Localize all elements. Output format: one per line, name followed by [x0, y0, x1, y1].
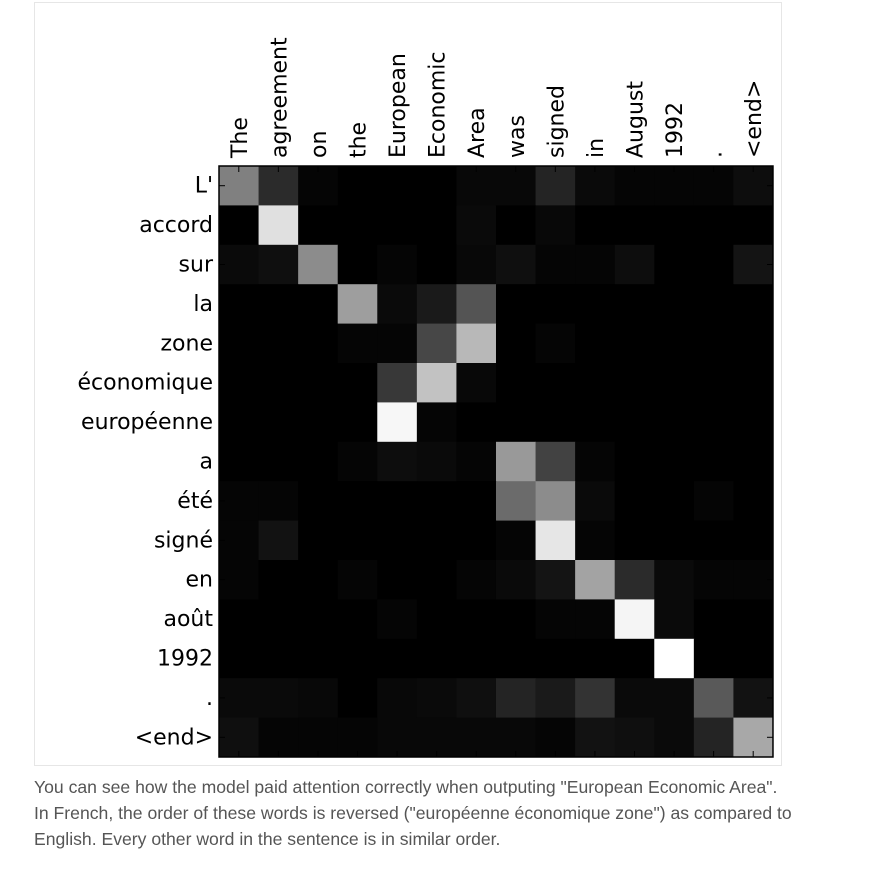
heatmap-cell — [496, 639, 536, 679]
x-tick-label: European — [386, 53, 412, 158]
figure-frame — [34, 2, 782, 766]
heatmap-cell — [536, 205, 576, 245]
heatmap-cell — [338, 245, 378, 285]
heatmap-cell — [377, 245, 417, 285]
heatmap-cell — [615, 521, 655, 561]
heatmap-cell — [259, 442, 299, 482]
heatmap-cell — [338, 363, 378, 403]
y-tick-label: accord — [139, 213, 213, 239]
heatmap-cell — [338, 678, 378, 718]
heatmap-cell — [259, 521, 299, 561]
heatmap-cell — [417, 678, 457, 718]
heatmap-cell — [417, 521, 457, 561]
heatmap-cell — [694, 560, 734, 600]
heatmap-cell — [615, 599, 655, 639]
heatmap-cell — [298, 521, 338, 561]
heatmap-cell — [615, 481, 655, 521]
heatmap-cell — [615, 363, 655, 403]
heatmap-cell — [615, 205, 655, 245]
heatmap-cell — [456, 678, 496, 718]
heatmap-cell — [654, 284, 694, 324]
heatmap-cell — [259, 324, 299, 364]
heatmap-cell — [417, 442, 457, 482]
heatmap-cell — [654, 324, 694, 364]
heatmap-cell — [496, 560, 536, 600]
heatmap-cell — [654, 363, 694, 403]
heatmap-cell — [338, 402, 378, 442]
heatmap-cell — [536, 678, 576, 718]
heatmap-cell — [536, 639, 576, 679]
heatmap-cell — [377, 560, 417, 600]
heatmap-cell — [298, 245, 338, 285]
heatmap-cell — [417, 284, 457, 324]
heatmap-cell — [377, 324, 417, 364]
heatmap-cell — [615, 284, 655, 324]
heatmap-cell — [259, 245, 299, 285]
x-tick-label: signed — [544, 85, 570, 158]
heatmap-cell — [259, 481, 299, 521]
heatmap-cell — [575, 560, 615, 600]
heatmap-cell — [259, 560, 299, 600]
heatmap-cell — [417, 481, 457, 521]
heatmap-cell — [694, 639, 734, 679]
heatmap-cell — [654, 521, 694, 561]
heatmap-cell — [654, 560, 694, 600]
heatmap-cell — [694, 521, 734, 561]
y-tick-label: zone — [160, 331, 213, 357]
heatmap-cell — [338, 324, 378, 364]
heatmap-cell — [496, 324, 536, 364]
heatmap-cell — [338, 599, 378, 639]
x-tick-label: August — [623, 81, 649, 158]
heatmap-cell — [654, 678, 694, 718]
heatmap-cell — [259, 284, 299, 324]
heatmap-cell — [338, 639, 378, 679]
heatmap-cell — [575, 245, 615, 285]
heatmap-cell — [694, 442, 734, 482]
heatmap-cell — [536, 442, 576, 482]
heatmap-cell — [298, 678, 338, 718]
heatmap-cell — [377, 284, 417, 324]
heatmap-cell — [575, 599, 615, 639]
heatmap-cell — [259, 639, 299, 679]
heatmap-cell — [536, 245, 576, 285]
y-tick-label: . — [206, 685, 213, 711]
heatmap-cell — [496, 599, 536, 639]
heatmap-cell — [338, 560, 378, 600]
heatmap-cell — [338, 205, 378, 245]
heatmap-cell — [298, 560, 338, 600]
heatmap-cell — [536, 363, 576, 403]
heatmap-cell — [654, 442, 694, 482]
heatmap-cell — [615, 639, 655, 679]
heatmap-cell — [377, 402, 417, 442]
heatmap-cell — [377, 481, 417, 521]
heatmap-cell — [496, 284, 536, 324]
heatmap-cell — [417, 402, 457, 442]
heatmap-cell — [417, 324, 457, 364]
heatmap-cell — [456, 363, 496, 403]
heatmap-cell — [456, 639, 496, 679]
heatmap-cell — [496, 402, 536, 442]
heatmap-cell — [298, 639, 338, 679]
heatmap-cell — [338, 442, 378, 482]
heatmap-cell — [536, 481, 576, 521]
heatmap-cell — [496, 245, 536, 285]
heatmap-cell — [456, 205, 496, 245]
heatmap-cell — [536, 560, 576, 600]
heatmap-cell — [536, 402, 576, 442]
y-tick-label: européenne — [81, 410, 213, 436]
heatmap-cell — [694, 599, 734, 639]
heatmap-cell — [654, 599, 694, 639]
heatmap-cell — [298, 324, 338, 364]
heatmap-cell — [417, 560, 457, 600]
x-tick-label: the — [346, 121, 372, 158]
heatmap-cell — [298, 402, 338, 442]
heatmap-cell — [377, 599, 417, 639]
x-tick-label: agreement — [267, 37, 293, 158]
heatmap-cell — [417, 599, 457, 639]
heatmap-cell — [338, 284, 378, 324]
y-tick-label: a — [199, 449, 213, 475]
heatmap-cell — [377, 205, 417, 245]
heatmap-cell — [456, 442, 496, 482]
heatmap-cell — [654, 639, 694, 679]
heatmap-cell — [259, 402, 299, 442]
heatmap-cell — [259, 363, 299, 403]
heatmap-cell — [575, 205, 615, 245]
heatmap-cell — [456, 560, 496, 600]
heatmap-cell — [536, 284, 576, 324]
heatmap-cell — [456, 245, 496, 285]
heatmap-cell — [496, 521, 536, 561]
x-tick-label: <end> — [742, 79, 768, 158]
heatmap-cell — [694, 363, 734, 403]
heatmap-cell — [575, 521, 615, 561]
heatmap-cell — [575, 402, 615, 442]
heatmap-cell — [496, 678, 536, 718]
heatmap-cell — [338, 521, 378, 561]
heatmap-cell — [536, 324, 576, 364]
heatmap-cell — [694, 402, 734, 442]
x-tick-label: . — [702, 151, 728, 158]
heatmap-cell — [456, 324, 496, 364]
heatmap-cell — [654, 205, 694, 245]
heatmap-cell — [694, 205, 734, 245]
y-tick-label: économique — [77, 370, 213, 396]
figure-caption: You can see how the model paid attention correctly when outputing "European Economic Area". In French, the order of these words is reversed ("européenne économique zone") as compared to English. Every other word in the sentence is in similar order. — [34, 777, 792, 849]
heatmap-cell — [298, 363, 338, 403]
heatmap-cell — [694, 324, 734, 364]
heatmap-cell — [615, 678, 655, 718]
heatmap-cell — [377, 521, 417, 561]
heatmap-cell — [456, 521, 496, 561]
x-tick-label: on — [306, 130, 332, 158]
x-tick-label: 1992 — [663, 102, 689, 158]
heatmap-cell — [259, 205, 299, 245]
heatmap-cell — [615, 560, 655, 600]
x-tick-label: in — [583, 137, 609, 158]
heatmap-cell — [417, 639, 457, 679]
heatmap-cell — [536, 599, 576, 639]
y-tick-label: 1992 — [157, 646, 213, 672]
heatmap-cell — [298, 205, 338, 245]
heatmap-cell — [377, 442, 417, 482]
y-tick-label: L' — [194, 173, 213, 199]
heatmap-cell — [338, 481, 378, 521]
heatmap-cell — [417, 205, 457, 245]
y-tick-label: signé — [153, 528, 213, 554]
heatmap-cell — [496, 205, 536, 245]
y-tick-label: août — [163, 607, 213, 633]
heatmap-cell — [615, 245, 655, 285]
y-tick-label: sur — [178, 252, 213, 278]
x-tick-label: Economic — [425, 51, 451, 158]
heatmap-cell — [377, 363, 417, 403]
heatmap-cell — [575, 442, 615, 482]
heatmap-cell — [615, 402, 655, 442]
heatmap-cell — [654, 245, 694, 285]
heatmap-cell — [417, 245, 457, 285]
heatmap-cell — [377, 639, 417, 679]
heatmap-cell — [496, 481, 536, 521]
heatmap-cell — [575, 481, 615, 521]
y-tick-label: la — [193, 291, 213, 317]
heatmap-cell — [259, 678, 299, 718]
heatmap-cell — [456, 599, 496, 639]
heatmap-cell — [694, 678, 734, 718]
heatmap-cell — [694, 481, 734, 521]
heatmap-cell — [259, 599, 299, 639]
heatmap-cell — [575, 324, 615, 364]
heatmap-cell — [575, 678, 615, 718]
heatmap-cell — [456, 402, 496, 442]
heatmap-cell — [298, 442, 338, 482]
heatmap-cell — [496, 442, 536, 482]
heatmap-cell — [456, 481, 496, 521]
heatmap-cell — [615, 442, 655, 482]
y-tick-label: été — [177, 488, 213, 514]
attention-heatmap — [35, 3, 783, 767]
heatmap-cell — [298, 284, 338, 324]
y-tick-label: en — [185, 567, 213, 593]
heatmap-cell — [496, 363, 536, 403]
heatmap-cell — [575, 639, 615, 679]
heatmap-cell — [417, 363, 457, 403]
heatmap-cell — [575, 363, 615, 403]
heatmap-cell — [456, 284, 496, 324]
x-tick-label: The — [227, 117, 253, 158]
x-tick-label: was — [504, 115, 530, 158]
heatmap-cell — [694, 284, 734, 324]
y-tick-label: <end> — [134, 725, 213, 751]
heatmap-cell — [536, 521, 576, 561]
heatmap-cell — [298, 599, 338, 639]
heatmap-cell — [615, 324, 655, 364]
heatmap-cell — [654, 481, 694, 521]
x-tick-label: Area — [465, 107, 491, 158]
heatmap-cell — [298, 481, 338, 521]
heatmap-cell — [377, 678, 417, 718]
heatmap-cell — [654, 402, 694, 442]
heatmap-cell — [694, 245, 734, 285]
heatmap-cell — [575, 284, 615, 324]
